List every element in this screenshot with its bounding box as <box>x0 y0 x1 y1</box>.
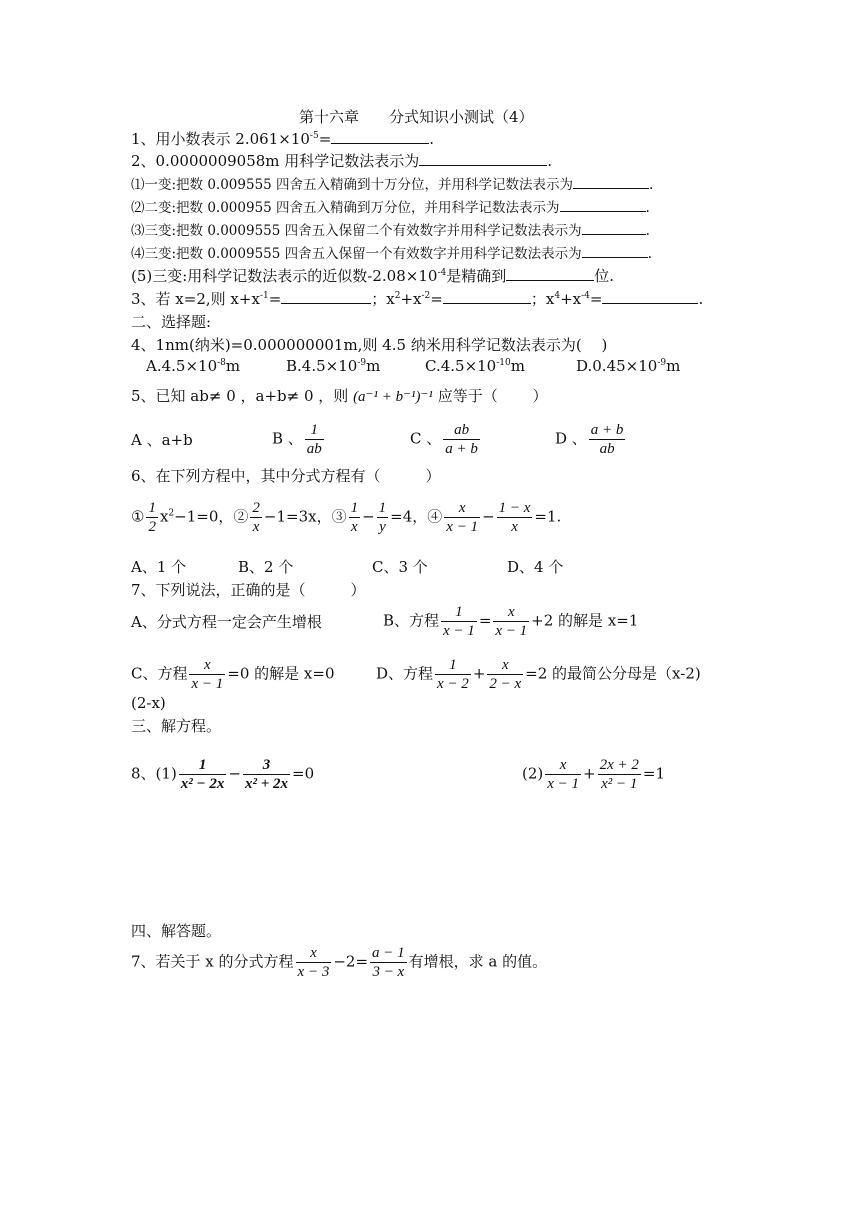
qa7-text: 7、若关于 x 的分式方程 <box>131 952 294 971</box>
q4-c-unit: m <box>510 357 525 375</box>
question-1 <box>131 129 434 149</box>
q3-eq-2: = <box>430 290 443 308</box>
qa7-middle: −2= <box>333 952 369 971</box>
q6-mark-1: ① <box>131 507 145 526</box>
q8-p2-fraction-2 <box>598 756 641 793</box>
q6-eq3b-den: y <box>379 519 386 535</box>
q3-exp-5: -4 <box>581 291 590 301</box>
q5-option-d[interactable] <box>555 421 627 458</box>
q1-period: . <box>429 130 435 148</box>
q7-option-b[interactable] <box>383 603 638 640</box>
q2-5-text: (5)三变:用科学记数法表示的近似数-2.08×10 <box>131 267 438 285</box>
q4-a-unit: m <box>225 357 241 375</box>
q5-tail: 应等于（ ） <box>437 387 548 405</box>
q1-text: 1、用小数表示 2.061×10 <box>131 130 310 148</box>
q8-p2-plus: + <box>583 764 596 783</box>
q7-c-num: x <box>189 656 225 675</box>
question-5 <box>131 386 547 407</box>
q4-option-a[interactable] <box>146 356 240 376</box>
q6-eq1-num: 1 <box>148 500 156 516</box>
q3-answer-blank-3[interactable] <box>602 289 698 304</box>
q6-eq1-exp: 2 <box>168 508 175 519</box>
q6-eq2-num: 2 <box>252 500 260 516</box>
q5-d-label: D 、 <box>555 429 587 448</box>
q6-eq2-rest: −1=3x，③ <box>263 507 347 526</box>
q4-c-label: C.4.5×10 <box>425 357 497 375</box>
q5-c-numerator: ab <box>443 421 480 440</box>
q8-p1-den-2: x² + 2x <box>244 776 289 792</box>
question-answer-7 <box>131 944 547 981</box>
q4-option-c[interactable] <box>425 356 525 376</box>
q8-p1-fraction-2 <box>243 756 290 793</box>
question-7: 7、下列说法，正确的是（ ） <box>131 581 366 599</box>
q2-5-middle: 是精确到 <box>446 267 507 285</box>
q3-period: . <box>698 290 704 308</box>
question-6: 6、在下列方程中，其中分式方程有（ ） <box>131 467 441 485</box>
q5-expression: (a⁻¹ + b⁻¹)⁻¹ <box>353 389 433 405</box>
q6-eq3b-num: 1 <box>378 500 387 516</box>
q2-1-text: ⑴一变:把数 0.009555 四舍五入精确到十万分位，并用科学记数法表示为 <box>131 177 574 193</box>
q3-exp-2: 2 <box>394 291 401 301</box>
q6-option-d[interactable]: D、4 个 <box>507 558 564 576</box>
q5-b-denominator: ab <box>306 441 322 457</box>
q8-label-1: 8、(1) <box>131 764 177 783</box>
q2-4-answer-blank[interactable] <box>582 243 648 258</box>
q7-b-fraction-2 <box>493 603 529 640</box>
q6-eq3a-num: 1 <box>350 500 359 516</box>
section-4-heading: 四、解答题。 <box>131 922 222 940</box>
q6-eq3-rest: =4，④ <box>390 507 443 526</box>
q6-option-a[interactable]: A、1 个 <box>131 558 187 576</box>
q2-3-answer-blank[interactable] <box>582 220 646 235</box>
q3-exp-3: -2 <box>421 291 431 301</box>
q6-eq4-rest: =1. <box>534 507 562 526</box>
q7-c-den: x − 1 <box>191 676 224 692</box>
q3-part-a: 3、若 x=2,则 x+x <box>131 290 260 308</box>
q5-d-numerator: a + b <box>590 422 624 438</box>
q8-p1-den-1: x² − 2x <box>180 776 225 792</box>
q5-c-fraction <box>443 421 480 458</box>
qa7-tail: 有增根，求 a 的值。 <box>408 952 548 971</box>
qa7-den-1: x − 3 <box>297 964 330 980</box>
q4-c-exp: -10 <box>496 358 511 368</box>
q7-c-label: C、方程 <box>131 664 188 683</box>
q2-answer-blank[interactable] <box>419 151 547 166</box>
q2-5-answer-blank[interactable] <box>506 266 594 281</box>
q6-eq4b-den: x <box>511 519 518 535</box>
q1-equals: = <box>318 130 332 148</box>
q2-1-answer-blank[interactable] <box>573 174 649 189</box>
q6-eq4a-fraction <box>444 499 480 536</box>
question-2-variant-1: ⑴一变:把数 0.009555 四舍五入精确到十万分位，并用科学记数法表示为 . <box>131 174 653 195</box>
q6-eq4b-fraction <box>497 499 533 536</box>
q4-d-exp: -9 <box>657 358 667 368</box>
q7-option-a[interactable]: A、分式方程一定会产生增根 <box>131 613 322 631</box>
question-3 <box>131 289 703 309</box>
qa7-fraction-1 <box>296 944 332 981</box>
q3-part-c: ；x <box>371 290 395 308</box>
q5-option-c[interactable] <box>410 421 482 458</box>
q8-p1-minus: − <box>228 764 241 783</box>
q4-b-exp: -9 <box>357 358 367 368</box>
qa7-fraction-2 <box>370 944 407 981</box>
q2-5-exponent: -4 <box>437 268 447 278</box>
q7-option-d[interactable] <box>376 656 701 693</box>
q8-p2-den-2: x² − 1 <box>601 776 638 792</box>
q7-d-den-1: x − 2 <box>437 676 469 692</box>
q5-c-denominator: a + b <box>445 441 478 457</box>
question-2 <box>131 151 552 171</box>
q1-answer-blank[interactable] <box>331 129 429 144</box>
qa7-num-2: a − 1 <box>372 945 405 961</box>
q6-eq2-den: x <box>252 519 260 535</box>
q7-option-c[interactable] <box>131 656 335 693</box>
q6-eq3a-fraction <box>349 499 361 536</box>
q6-eq1-fraction <box>146 499 158 536</box>
q6-eq4-minus: − <box>482 507 495 526</box>
question-8-part-2 <box>522 756 665 793</box>
q3-part-d: +x <box>400 290 422 308</box>
qa7-num-1: x <box>296 944 332 963</box>
question-4: 4、1nm(纳米)=0.000000001m,则 4.5 纳米用科学记数法表示为( ) <box>131 336 608 354</box>
q6-option-c[interactable]: C、3 个 <box>372 558 428 576</box>
q8-p2-rest: =1 <box>642 764 666 783</box>
qa7-den-2: 3 − x <box>372 964 405 980</box>
q7-c-fraction <box>189 656 225 693</box>
q7-b-equals: = <box>478 611 492 630</box>
q4-d-unit: m <box>666 357 681 375</box>
q4-a-exp: -8 <box>217 358 226 368</box>
section-2-heading: 二、选择题: <box>131 313 212 331</box>
q5-b-label: B 、 <box>272 429 303 448</box>
q7-b-rest: +2 的解是 x=1 <box>531 611 639 630</box>
q6-eq1-var: x <box>159 507 169 526</box>
q3-exp-4: 4 <box>554 291 561 301</box>
q6-eq3a-den: x <box>350 519 358 535</box>
q7-d-fraction-2 <box>487 656 523 693</box>
q6-eq2-fraction <box>250 499 262 536</box>
q7-c-rest: =0 的解是 x=0 <box>227 664 335 683</box>
q7-b-den-2: x − 1 <box>495 623 528 639</box>
q7-option-d-continued: (2-x) <box>131 694 166 712</box>
q4-option-b[interactable] <box>286 356 380 376</box>
q8-p1-rest: =0 <box>292 764 315 783</box>
question-2-variant-3: ⑶三变:把数 0.0009555 四舍五入保留二个有效数字并用科学记数法表示为 . <box>131 220 650 241</box>
q7-b-fraction-1 <box>441 603 477 640</box>
q4-option-d[interactable] <box>576 356 680 376</box>
q7-d-num-2: x <box>487 656 523 675</box>
q5-c-label: C 、 <box>410 429 442 448</box>
q2-period: . <box>547 152 553 170</box>
q5-b-numerator: 1 <box>305 421 324 440</box>
section-3-heading: 三、解方程。 <box>131 717 222 735</box>
q3-answer-blank-1[interactable] <box>281 289 371 304</box>
q3-part-h: +x <box>560 290 582 308</box>
q2-2-answer-blank[interactable] <box>560 197 646 212</box>
q2-3-text: ⑶三变:把数 0.0009555 四舍五入保留二个有效数字并用科学记数法表示为 <box>131 223 582 239</box>
q8-p2-num-1: x <box>545 756 581 775</box>
q6-eq3-minus: − <box>362 507 375 526</box>
q6-eq4b-num: 1 − x <box>498 500 531 516</box>
q3-eq-1: = <box>268 290 282 308</box>
q7-d-fraction-1 <box>435 656 471 693</box>
q8-label-2: (2) <box>522 764 544 783</box>
q7-d-num-1: 1 <box>435 656 471 675</box>
q3-exp-1: -1 <box>259 291 269 301</box>
q4-a-label: A.4.5×10 <box>146 357 218 375</box>
q7-b-den-1: x − 1 <box>443 623 475 639</box>
q7-d-den-2: 2 − x <box>489 676 522 692</box>
q8-p1-num-1: 1 <box>179 756 227 775</box>
q7-b-num-2: x <box>493 603 529 622</box>
q1-exponent: -5 <box>309 131 319 141</box>
q6-equations <box>131 499 561 536</box>
q8-p1-num-2: 3 <box>243 756 290 775</box>
q8-p2-den-1: x − 1 <box>547 776 580 792</box>
q4-b-unit: m <box>366 357 381 375</box>
q4-d-label: D.0.45×10 <box>576 357 658 375</box>
q3-part-g: ；x <box>530 290 555 308</box>
q5-option-a[interactable]: A 、a+b <box>131 431 193 449</box>
q8-p1-fraction-1 <box>179 756 227 793</box>
q6-eq3b-fraction <box>377 499 389 536</box>
q6-eq4a-den: x − 1 <box>446 519 479 535</box>
q4-b-label: B.4.5×10 <box>286 357 358 375</box>
q2-5-end: 位. <box>594 267 615 285</box>
q3-answer-blank-2[interactable] <box>443 289 531 304</box>
q6-option-b[interactable]: B、2 个 <box>238 558 294 576</box>
q5-text: 5、已知 ab≠ 0 ，a+b≠ 0 ，则 <box>131 387 349 405</box>
q8-p2-fraction-1 <box>545 756 581 793</box>
question-2-variant-5 <box>131 266 614 286</box>
q2-4-text: ⑷三变:把数 0.0009555 四舍五入保留一个有效数字并用科学记数法表示为 <box>131 246 582 262</box>
q2-2-text: ⑵二变:把数 0.000955 四舍五入精确到万分位，并用科学记数法表示为 <box>131 200 560 216</box>
question-2-variant-2: ⑵二变:把数 0.000955 四舍五入精确到万分位，并用科学记数法表示为 . <box>131 197 650 218</box>
q6-eq4a-num: x <box>444 499 480 518</box>
q7-d-label: D、方程 <box>376 664 434 683</box>
q8-p2-num-2: 2x + 2 <box>599 757 639 773</box>
q7-d-plus: + <box>472 664 486 683</box>
q7-b-label: B、方程 <box>383 611 440 630</box>
q5-d-fraction <box>589 421 626 458</box>
q6-eq1-rest: −1=0，② <box>174 507 249 526</box>
q2-text: 2、0.0000009058m 用科学记数法表示为 <box>131 152 420 170</box>
question-8-part-1 <box>131 756 314 793</box>
q5-option-b[interactable] <box>272 421 326 458</box>
question-2-variant-4: ⑷三变:把数 0.0009555 四舍五入保留一个有效数字并用科学记数法表示为 . <box>131 243 652 264</box>
page-title: 第十六章 分式知识小测试（4） <box>299 108 534 126</box>
q7-d-rest: =2 的最简公分母是（x-2) <box>525 664 701 683</box>
q5-d-denominator: ab <box>599 441 615 457</box>
q6-eq1-den: 2 <box>148 519 156 535</box>
q7-b-num-1: 1 <box>441 603 477 622</box>
q5-b-fraction <box>305 421 324 458</box>
q3-eq-3: = <box>589 290 603 308</box>
